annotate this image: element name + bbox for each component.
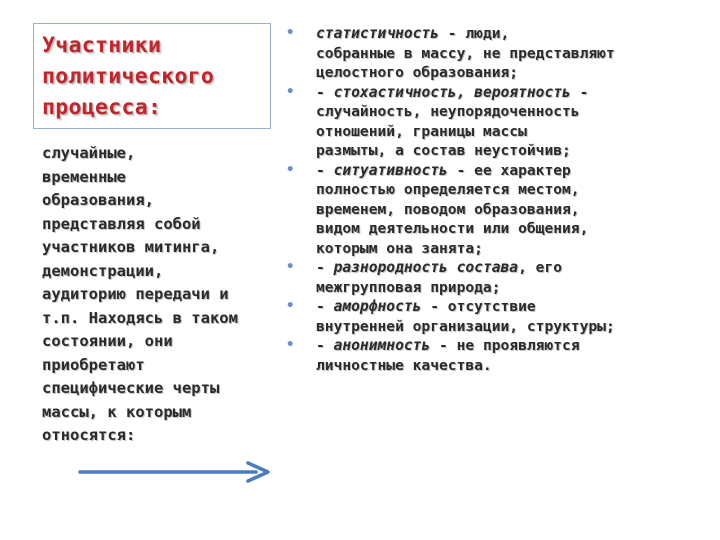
description-line: случайные, bbox=[42, 144, 136, 162]
list-item-text: - ее характер bbox=[447, 161, 571, 179]
title-line: политического bbox=[42, 64, 215, 89]
list-item-prefix: - bbox=[316, 298, 334, 315]
list-item-prefix: - bbox=[316, 337, 334, 354]
description-line: приобретают bbox=[42, 355, 145, 374]
term: анонимность bbox=[333, 337, 431, 354]
list-item-text: - люди, bbox=[439, 25, 510, 42]
list-item bbox=[286, 258, 706, 297]
term: ситуативность bbox=[333, 161, 448, 179]
term: аморфность bbox=[333, 298, 422, 315]
list-item-prefix: - bbox=[316, 83, 334, 101]
list-item-line: временем, поводом образования, bbox=[316, 200, 580, 218]
list-item-line: размыты, а состав неустойчив; bbox=[316, 142, 571, 159]
bullet-icon: • bbox=[286, 25, 295, 41]
list-item-line: внутренней организации, структуры; bbox=[316, 317, 615, 335]
description-line: т.п. Находясь в таком bbox=[42, 308, 238, 327]
bullet-icon: • bbox=[286, 161, 295, 178]
list-item-line: личностные качества. bbox=[316, 356, 492, 374]
list-item-text: , его bbox=[518, 259, 563, 276]
description-line: демонстрации, bbox=[42, 261, 164, 280]
term: статистичность bbox=[316, 25, 440, 42]
description-line: массы, к которым bbox=[42, 402, 192, 421]
list-item-text: - отсутствие bbox=[421, 298, 536, 315]
list-item-line: целостного образования; bbox=[316, 64, 519, 81]
bullet-icon: • bbox=[286, 337, 295, 353]
term: стохастичность, вероятность bbox=[333, 83, 571, 101]
list-item-line: случайность, неупорядоченность bbox=[316, 103, 580, 120]
list-item-line: которым она занята; bbox=[316, 239, 483, 257]
list-item-text: - не проявляются bbox=[430, 337, 580, 354]
list-item-prefix: - bbox=[316, 259, 334, 276]
description-line: специфические черты bbox=[42, 379, 220, 397]
description-line: аудиторию передачи и bbox=[42, 285, 229, 303]
slide-title bbox=[42, 30, 270, 123]
characteristics-list bbox=[286, 24, 706, 375]
description-line: образования, bbox=[42, 191, 154, 209]
description-line: временные bbox=[42, 167, 126, 186]
title-box bbox=[33, 23, 271, 129]
description-line: участников митинга, bbox=[42, 238, 220, 256]
bullet-icon: • bbox=[286, 83, 295, 100]
list-item-text: - bbox=[570, 83, 589, 101]
list-item-first-line bbox=[316, 161, 706, 181]
list-item-first-line bbox=[316, 83, 706, 103]
right-arrow-icon bbox=[78, 459, 274, 485]
list-item bbox=[286, 161, 706, 259]
description-line: состоянии, они bbox=[42, 332, 173, 350]
bullet-icon: • bbox=[286, 298, 295, 314]
list-item-line: видом деятельности или общения, bbox=[316, 220, 589, 237]
list-item bbox=[286, 297, 706, 336]
list-item-first-line bbox=[316, 297, 706, 317]
description-text bbox=[42, 142, 270, 448]
title-line: процесса: bbox=[42, 95, 162, 120]
list-item-first-line bbox=[316, 258, 706, 278]
list-item-line: собранные в массу, не представляют bbox=[316, 44, 615, 62]
list-item-line: межгрупповая природа; bbox=[316, 278, 501, 296]
term: разнородность состава bbox=[333, 259, 519, 276]
list-item-line: полностью определяется местом, bbox=[316, 181, 580, 198]
list-item bbox=[286, 83, 706, 161]
list-item bbox=[286, 24, 706, 83]
title-line: Участники bbox=[42, 33, 162, 58]
bullet-icon: • bbox=[286, 259, 295, 275]
list-item-prefix: - bbox=[316, 161, 334, 179]
list-item-first-line bbox=[316, 336, 706, 356]
description-line: представляя собой bbox=[42, 214, 201, 233]
list-item bbox=[286, 336, 706, 375]
list-item-line: отношений, границы массы bbox=[316, 122, 527, 140]
description-line: относятся: bbox=[42, 426, 136, 444]
list-item-first-line bbox=[316, 24, 706, 44]
